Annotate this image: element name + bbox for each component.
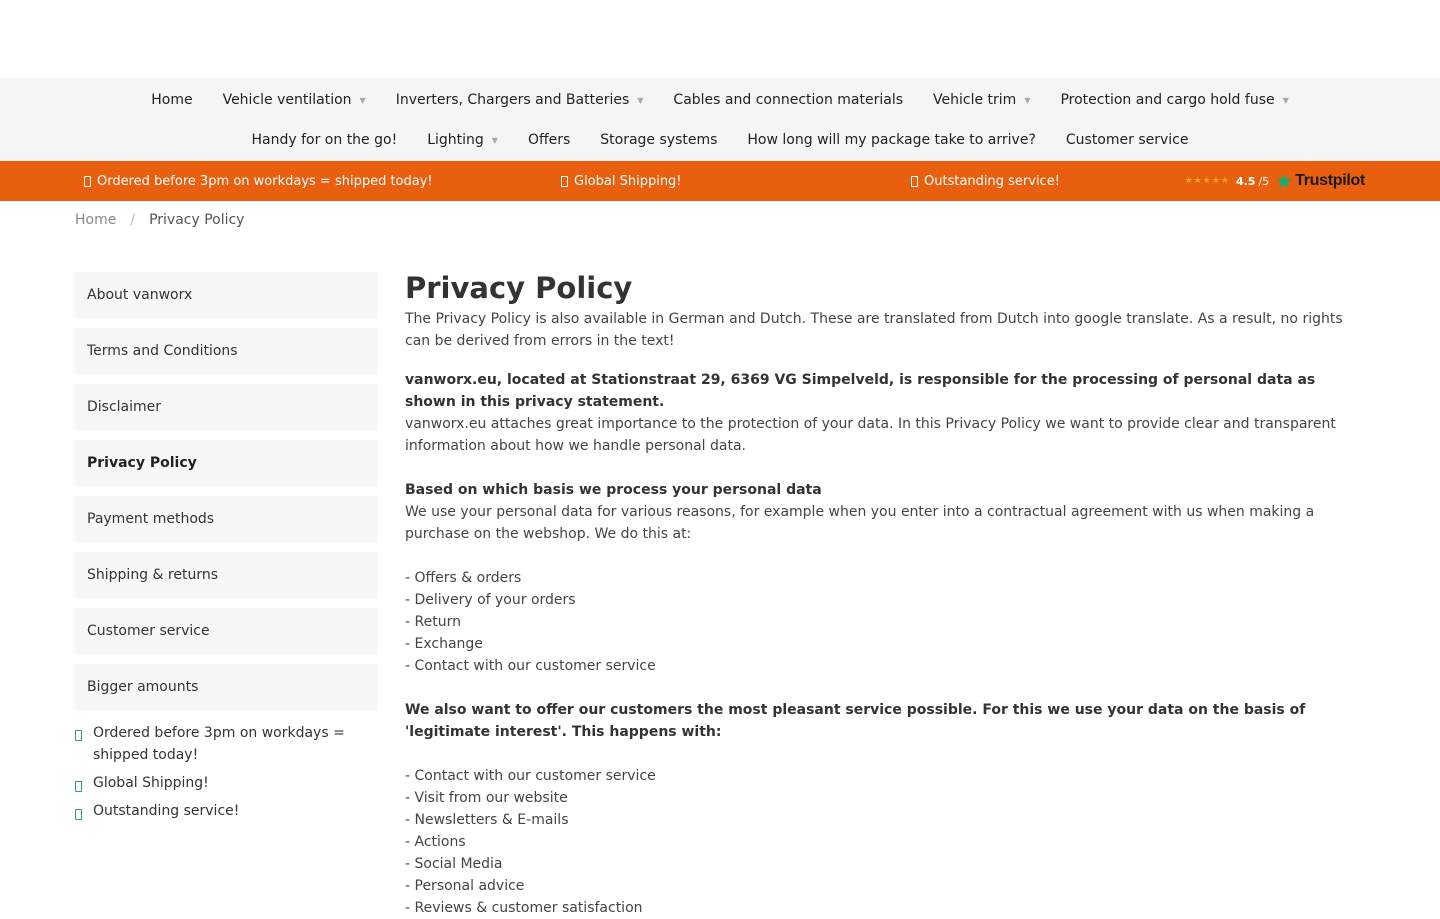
breadcrumb-current: Privacy Policy	[149, 212, 245, 228]
nav-row-2	[0, 120, 1440, 160]
sidebar-item-privacy[interactable]: Privacy Policy	[75, 440, 377, 486]
trustpilot-rating[interactable]	[1185, 161, 1365, 201]
nav-item-vehicle-ventilation[interactable]: Vehicle ventilation ▼	[222, 92, 366, 108]
list-item: - Personal advice	[405, 878, 525, 894]
phone-icon	[75, 730, 82, 741]
usp-bar	[0, 161, 1440, 201]
rating-stars: ★★★★★	[1184, 176, 1230, 186]
chevron-down-icon: ▼	[359, 95, 366, 105]
usp-item: Global Shipping!	[561, 161, 682, 201]
main-navigation	[0, 78, 1440, 161]
list-item: - Return	[405, 614, 461, 630]
responsible-text: vanworx.eu attaches great importance to the protection of your data. In this Privacy Policy we want to provide clear and transparent information about how we handle personal data.	[405, 416, 1336, 454]
usp-item: Outstanding service!	[911, 161, 1060, 201]
breadcrumb-separator: /	[130, 212, 136, 228]
list-item: - Newsletters & E-mails	[405, 812, 569, 828]
phone-icon	[75, 809, 82, 820]
list-item: - Contact with our customer service	[405, 768, 656, 784]
list-item: - Exchange	[405, 636, 483, 652]
nav-item-protection[interactable]: Protection and cargo hold fuse ▼	[1060, 92, 1289, 108]
breadcrumb	[75, 212, 244, 228]
chevron-down-icon: ▼	[1282, 95, 1289, 105]
sidebar-usps	[75, 722, 377, 822]
basis-text: We use your personal data for various reasons, for example when you enter into a contractual agreement with us when making a purchase on the webshop. We do this at:	[405, 504, 1315, 542]
phone-icon	[84, 176, 91, 187]
sidebar-item-payment[interactable]: Payment methods	[75, 496, 377, 542]
nav-item-delivery-time[interactable]: How long will my package take to arrive?	[747, 132, 1036, 148]
nav-item-storage[interactable]: Storage systems	[600, 132, 718, 148]
rating-score: 4.5	[1235, 174, 1256, 188]
chevron-down-icon: ▼	[637, 95, 644, 105]
intro-text: The Privacy Policy is also available in German and Dutch. These are translated from Dutch into google translate. As a result, no rights can be derived from errors in the text!	[405, 311, 1343, 349]
sidebar-usp: Ordered before 3pm on workdays = shipped today!	[75, 722, 377, 766]
responsible-heading: vanworx.eu, located at Stationstraat 29, 6369 VG Simpelveld, is responsible for the processing of personal data as shown in this privacy statement.	[405, 372, 1316, 410]
nav-item-customer-service[interactable]: Customer service	[1065, 132, 1189, 148]
sidebar	[75, 272, 377, 828]
usp-item: Ordered before 3pm on workdays = shipped today!	[84, 161, 433, 201]
trustpilot-logo: Trustpilot	[1295, 172, 1365, 189]
main-content	[405, 270, 1355, 919]
list-item: - Delivery of your orders	[405, 592, 576, 608]
page-title: Privacy Policy	[405, 271, 633, 305]
phone-icon	[75, 781, 82, 792]
nav-row-1	[0, 80, 1440, 120]
sidebar-usp: Outstanding service!	[75, 800, 377, 822]
sidebar-item-customer-service[interactable]: Customer service	[75, 608, 377, 654]
sidebar-item-shipping[interactable]: Shipping & returns	[75, 552, 377, 598]
sidebar-item-disclaimer[interactable]: Disclaimer	[75, 384, 377, 430]
nav-item-inverters[interactable]: Inverters, Chargers and Batteries ▼	[395, 92, 644, 108]
list-item: - Contact with our customer service	[405, 658, 656, 674]
list-item: - Visit from our website	[405, 790, 568, 806]
phone-icon	[911, 176, 918, 187]
sidebar-usp: Global Shipping!	[75, 772, 377, 794]
sidebar-item-terms[interactable]: Terms and Conditions	[75, 328, 377, 374]
interest-heading: We also want to offer our customers the most pleasant service possible. For this we use your data on the basis of 'legitimate interest'. This happens with:	[405, 702, 1306, 740]
nav-item-offers[interactable]: Offers	[527, 132, 571, 148]
site-header	[0, 0, 1440, 78]
sidebar-item-bigger-amounts[interactable]: Bigger amounts	[75, 664, 377, 710]
nav-item-cables[interactable]: Cables and connection materials	[673, 92, 904, 108]
nav-item-lighting[interactable]: Lighting ▼	[427, 132, 498, 148]
sidebar-item-about[interactable]: About vanworx	[75, 272, 377, 318]
nav-item-vehicle-trim[interactable]: Vehicle trim ▼	[933, 92, 1031, 108]
rating-scale: /5	[1258, 174, 1270, 188]
nav-item-handy[interactable]: Handy for on the go!	[251, 132, 398, 148]
list-item: - Offers & orders	[405, 570, 522, 586]
breadcrumb-home[interactable]: Home	[75, 212, 117, 228]
nav-item-home[interactable]: Home	[151, 92, 193, 108]
basis-heading: Based on which basis we process your personal data	[405, 482, 822, 498]
chevron-down-icon: ▼	[491, 135, 498, 145]
list-item: - Actions	[405, 834, 466, 850]
list-item: - Social Media	[405, 856, 503, 872]
trustpilot-star-icon: ★	[1275, 169, 1294, 193]
chevron-down-icon: ▼	[1024, 95, 1031, 105]
list-item: - Reviews & customer satisfaction	[405, 900, 643, 916]
phone-icon	[561, 176, 568, 187]
